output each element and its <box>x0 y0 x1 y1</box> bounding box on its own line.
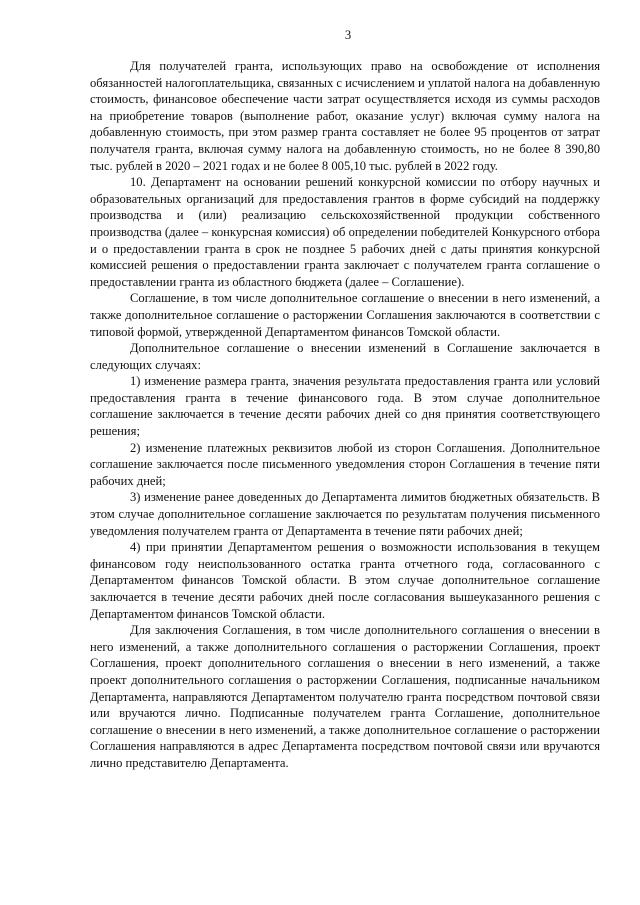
paragraph-item-10: 10. Департамент на основании решений конкурсной комиссии по отбору научных и образовательных организаций для предоставления грантов в форме субсидий на поддержку производства и (или) реализацию сельскохозяйственной продукции собственного производства (далее – конкурсная комиссия) об определении победителей Конкурсного отбора и о предоставлении гранта в срок не позднее 5 рабочих дней с даты принятия конкурсной комиссией решения о предоставлении гранта заключает с получателем гранта соглашение о предоставлении гранта из областного бюджета (далее – Соглашение). <box>90 175 600 289</box>
paragraph-case-1: 1) изменение размера гранта, значения результата предоставления гранта или условий предоставления гранта в течение финансового года. В этом случае дополнительное соглашение заключается в течение десяти рабочих дней со дня принятия соответствующего решения; <box>90 374 600 439</box>
paragraph-vat-exemption: Для получателей гранта, использующих право на освобождение от исполнения обязанностей налогоплательщика, связанных с исчислением и уплатой налога на добавленную стоимость, финансовое обеспечение части затрат осуществляется исходя из суммы расходов на приобретение товаров (выполнение работ, оказание услуг) включая сумму налога на добавленную стоимость, при этом размер гранта составляет не более 95 процентов от затрат получателя гранта, включая сумму налога на добавленную стоимость, но не более 8 390,80 тыс. рублей в 2020 – 2021 годах и не более 8 005,10 тыс. рублей в 2022 году. <box>90 59 600 173</box>
paragraph-case-3: 3) изменение ранее доведенных до Департамента лимитов бюджетных обязательств. В этом случае дополнительное соглашение заключается по результатам получения письменного уведомления получателем гранта от Департамента в течение пяти рабочих дней; <box>90 490 600 538</box>
paragraph-case-2: 2) изменение платежных реквизитов любой из сторон Соглашения. Дополнительное соглашение заключается после письменного уведомления сторон Соглашения в течение пяти рабочих дней; <box>90 440 600 488</box>
page-number: 3 <box>344 28 352 42</box>
paragraph-case-4: 4) при принятии Департаментом решения о возможности использования в текущем финансовом году неиспользованного остатка гранта отчетного года, согласованного с Департаментом финансов Томской области. В этом случае дополнительное соглашение заключается в течение десяти рабочих дней после согласования вышеуказанного решения с Департаментом финансов Томской области. <box>90 540 600 621</box>
paragraph-signing-procedure: Для заключения Соглашения, в том числе дополнительного соглашения о внесении в него изменений, а также дополнительного соглашения о расторжении Соглашения, проект Соглашения, проект дополнительного соглашения о внесении в него изменений, а также проект дополнительного соглашения о расторжении Соглашения, подписанные начальником Департамента, направляются Департаментом получателю гранта посредством почтовой связи или вручаются лично. Подписанные получателем гранта Соглашение, дополнительное соглашение о внесении в него изменений, а также дополнительное соглашение о расторжении Соглашения направляются в адрес Департамента посредством почтовой связи или вручаются лично представителю Департамента. <box>90 623 600 770</box>
paragraph-additional-agreement-cases: Дополнительное соглашение о внесении изменений в Соглашение заключается в следующих случаях: <box>90 341 600 372</box>
paragraph-agreement-form: Соглашение, в том числе дополнительное соглашение о внесении в него изменений, а также дополнительное соглашение о расторжении Соглашения заключаются в соответствии с типовой формой, утвержденной Департаментом финансов Томской области. <box>90 291 600 339</box>
